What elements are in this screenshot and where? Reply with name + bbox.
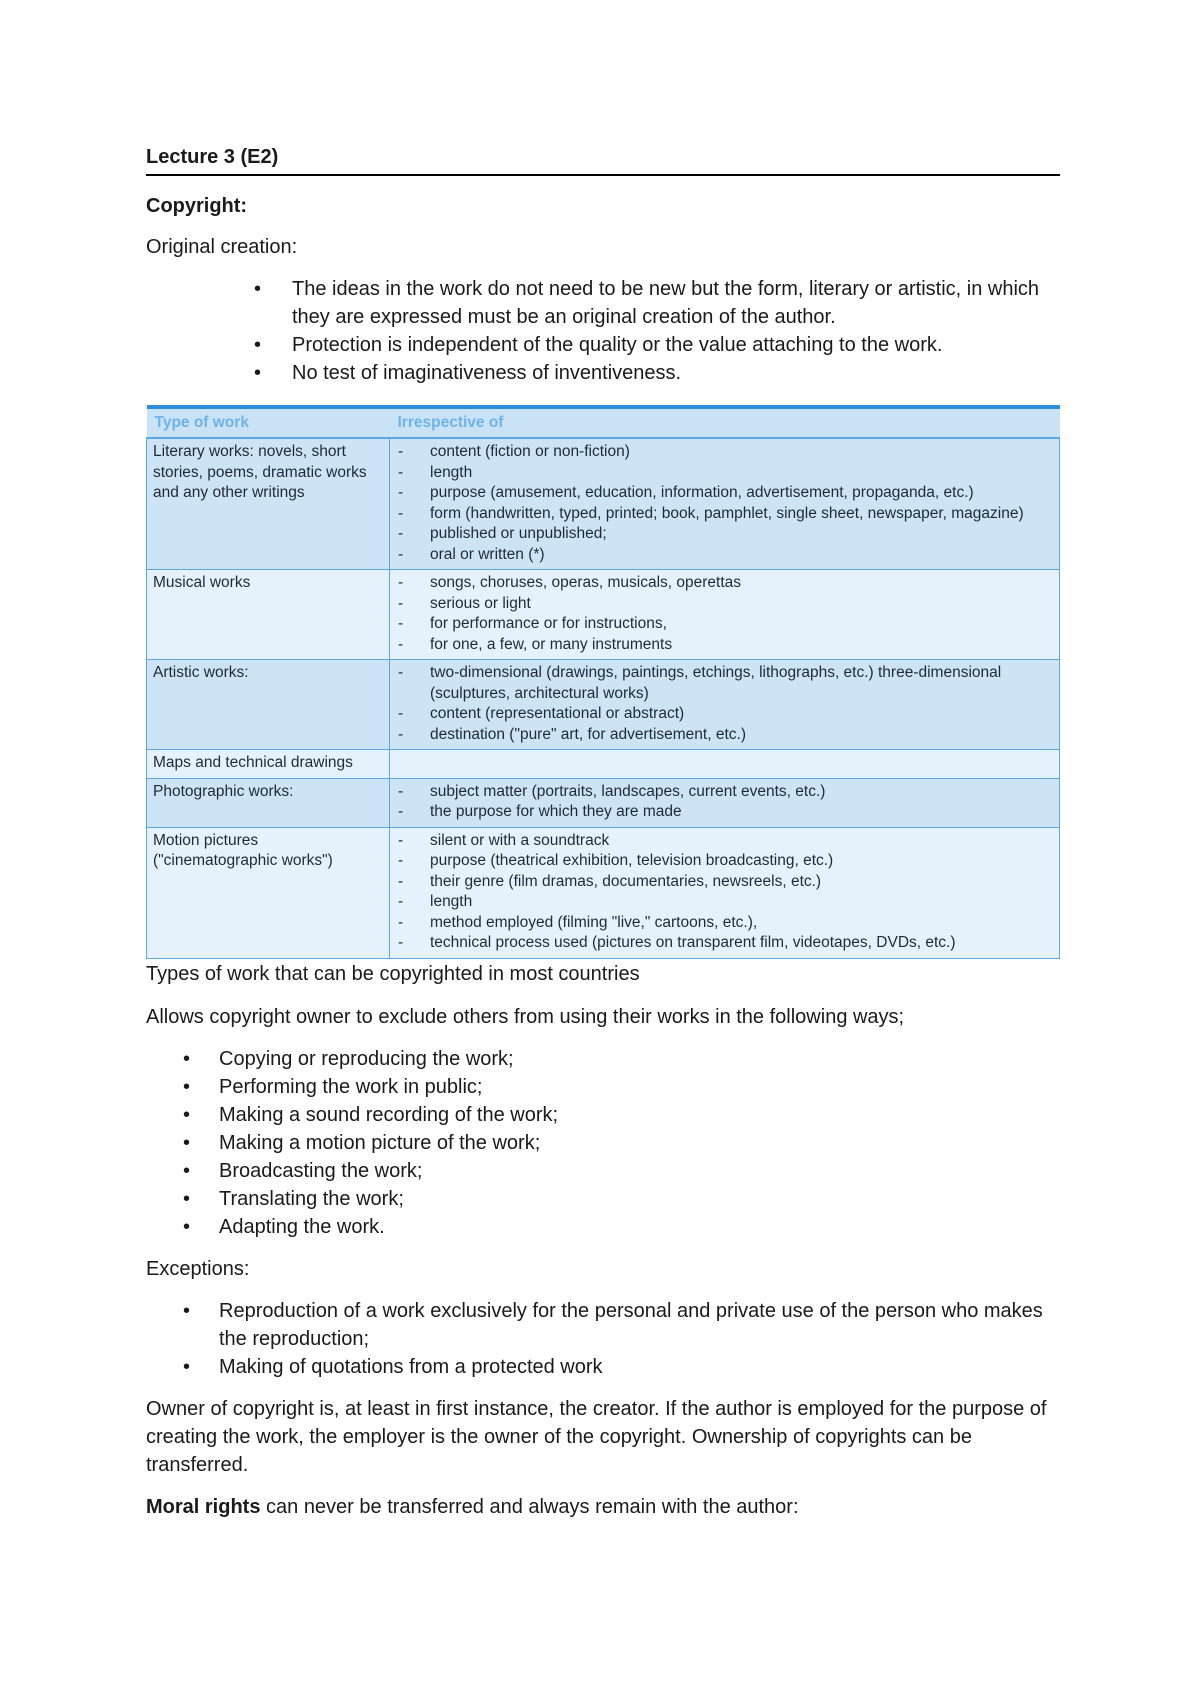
table-caption: Types of work that can be copyrighted in most countries [146,962,640,985]
bullet-icon: • [183,1103,191,1126]
moral-rights-term: Moral rights [146,1495,261,1518]
type-cell: Literary works: novels, short stories, poems, dramatic works and any other writings [147,438,390,570]
list-item: • Broadcasting the work; [146,1157,1060,1185]
list-item: - the purpose for which they are made [396,802,1053,823]
bullet-icon: • [183,1075,191,1098]
list-item: - content (representational or abstract) [396,704,1053,725]
items-cell [390,778,1060,827]
list-item: - for performance or for instructions, [396,614,1053,635]
table-row [147,570,1060,660]
type-cell: Maps and technical drawings [147,750,390,779]
table-row [147,750,1060,779]
bullet-icon: • [183,1215,191,1238]
bullet-icon: • [183,1047,191,1070]
document-page [146,144,1060,1535]
list-item: - for one, a few, or many instruments [396,635,1053,656]
owner-paragraph: Owner of copyright is, at least in first instance, the creator. If the author is employed for the purpose of creating the work, the employer is the owner of the copyright. Ownership of copyrights can be transferred. [146,1397,1047,1476]
bullet-icon: • [183,1187,191,1210]
table-row [147,438,1060,570]
bullet-icon: • [183,1159,191,1182]
table-header-row [147,407,1060,438]
allows-label: Allows copyright owner to exclude others from using their works in the following ways; [146,1005,905,1028]
list-item: • The ideas in the work do not need to be new but the form, literary or artistic, in which they are expressed must be an original creation of the author. [146,275,1060,331]
list-item: - destination ("pure" art, for advertisement, etc.) [396,725,1053,746]
table-row [147,778,1060,827]
list-item: • Making of quotations from a protected work [146,1353,1060,1381]
original-creation-label: Original creation: [146,236,298,258]
section-heading: Copyright: [146,195,248,217]
list-item: • Protection is independent of the quality or the value attaching to the work. [146,331,1060,359]
list-item: - published or unpublished; [396,524,1053,545]
list-item: - technical process used (pictures on transparent film, videotapes, DVDs, etc.) [396,933,1053,954]
list-item: - silent or with a soundtrack [396,831,1053,852]
bullet-icon: • [254,334,262,356]
items-cell [390,750,1060,779]
list-item: - form (handwritten, typed, printed; book, pamphlet, single sheet, newspaper, magazine) [396,504,1053,525]
bullet-icon: • [183,1299,191,1322]
items-cell [390,570,1060,660]
bullet-icon: • [183,1355,191,1378]
list-item: - method employed (filming "live," cartoons, etc.), [396,913,1053,934]
list-item: - content (fiction or non-fiction) [396,442,1053,463]
list-item: • Copying or reproducing the work; [146,1045,1060,1073]
type-cell: Motion pictures ("cinematographic works") [147,827,390,958]
type-cell: Artistic works: [147,660,390,750]
page-title: Lecture 3 (E2) [146,144,1060,176]
list-item: • Performing the work in public; [146,1073,1060,1101]
list-item: - oral or written (*) [396,545,1053,566]
list-item: - two-dimensional (drawings, paintings, etchings, lithographs, etc.) three-dimensional (sculptures, architectural works) [396,663,1053,704]
table-row [147,660,1060,750]
list-item: - serious or light [396,594,1053,615]
header-type-of-work: Type of work [147,407,390,438]
items-cell [390,660,1060,750]
list-item: • Reproduction of a work exclusively for the personal and private use of the person who makes the reproduction; [146,1297,1060,1353]
list-item: - length [396,463,1053,484]
list-item: • Adapting the work. [146,1213,1060,1241]
items-cell [390,827,1060,958]
moral-rights-text: can never be transferred and always remain with the author: [260,1495,799,1518]
list-item: - songs, choruses, operas, musicals, operettas [396,573,1053,594]
list-item: • Making a motion picture of the work; [146,1129,1060,1157]
bullet-icon: • [183,1131,191,1154]
list-item: - subject matter (portraits, landscapes, current events, etc.) [396,782,1053,803]
items-cell [390,438,1060,570]
exceptions-list [146,1297,1060,1381]
list-item: • Making a sound recording of the work; [146,1101,1060,1129]
list-item: - purpose (amusement, education, information, advertisement, propaganda, etc.) [396,483,1053,504]
type-cell: Photographic works: [147,778,390,827]
list-item: - purpose (theatrical exhibition, television broadcasting, etc.) [396,851,1053,872]
bullet-icon: • [254,278,262,300]
exceptions-label: Exceptions: [146,1257,250,1280]
header-irrespective-of: Irrespective of [390,407,1060,438]
list-item: - their genre (film dramas, documentaries, newsreels, etc.) [396,872,1053,893]
list-item: • Translating the work; [146,1185,1060,1213]
list-item: • No test of imaginativeness of inventiveness. [146,359,1060,387]
table-row [147,827,1060,958]
moral-rights-paragraph [146,1493,1060,1521]
bullet-icon: • [254,362,262,384]
list-item: - length [396,892,1053,913]
allows-list [146,1045,1060,1241]
works-table [146,405,1060,959]
original-creation-list [146,275,1060,387]
type-cell: Musical works [147,570,390,660]
